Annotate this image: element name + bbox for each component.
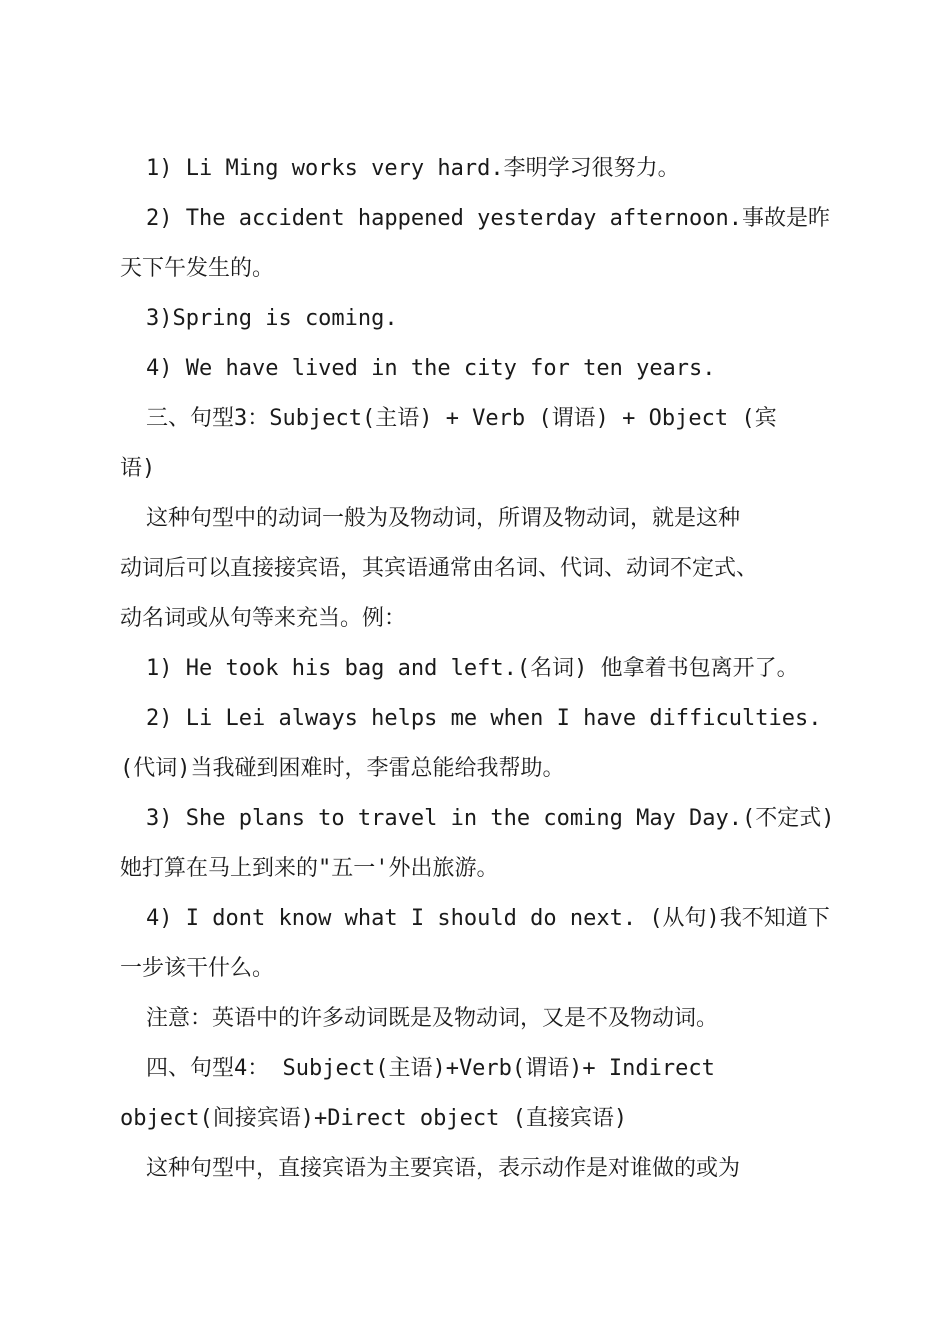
note-line: 注意：英语中的许多动词既是及物动词，又是不及物动词。	[146, 1006, 719, 1031]
section-3-example-2-continuation: (代词)当我碰到困难时，李雷总能给我帮助。	[120, 756, 565, 781]
section-4-paragraph-line: 这种句型中，直接宾语为主要宾语，表示动作是对谁做的或为	[146, 1156, 741, 1181]
section-3-example-4-continuation: 一步该干什么。	[120, 956, 275, 981]
example-2-continuation-line: 天下午发生的。	[120, 256, 275, 281]
section-3-paragraph-line: 动词后可以直接接宾语，其宾语通常由名词、代词、动词不定式、	[120, 556, 759, 581]
example-3-line: 3)Spring is coming.	[146, 306, 398, 331]
section-3-example-1-line: 1) He took his bag and left.(名词) 他拿着书包离开了。	[146, 656, 799, 681]
section-3-example-3-continuation: 她打算在马上到来的"五一'外出旅游。	[120, 856, 499, 881]
example-2-line: 2) The accident happened yesterday afternoon.事故是昨	[146, 206, 831, 231]
section-3-example-4-line: 4) I dont know what I should do next. (从句)我不知道下	[146, 906, 830, 931]
section-3-heading-continuation: 语)	[120, 456, 156, 481]
section-4-heading-continuation: object(间接宾语)+Direct object (直接宾语)	[120, 1106, 628, 1131]
example-1-line: 1) Li Ming works very hard.李明学习很努力。	[146, 156, 680, 181]
section-3-example-3-line: 3) She plans to travel in the coming May Day.(不定式)	[146, 806, 835, 831]
section-3-paragraph-line: 动名词或从句等来充当。例：	[120, 606, 407, 631]
section-3-heading: 三、句型3：Subject(主语) + Verb (谓语) + Object (宾	[146, 406, 777, 431]
section-3-example-2-line: 2) Li Lei always helps me when I have difficulties.	[146, 706, 822, 731]
section-4-heading: 四、句型4： Subject(主语)+Verb(谓语)+ Indirect	[146, 1056, 715, 1081]
example-4-line: 4) We have lived in the city for ten years.	[146, 356, 716, 381]
section-3-paragraph-line: 这种句型中的动词一般为及物动词，所谓及物动词，就是这种	[146, 506, 741, 531]
